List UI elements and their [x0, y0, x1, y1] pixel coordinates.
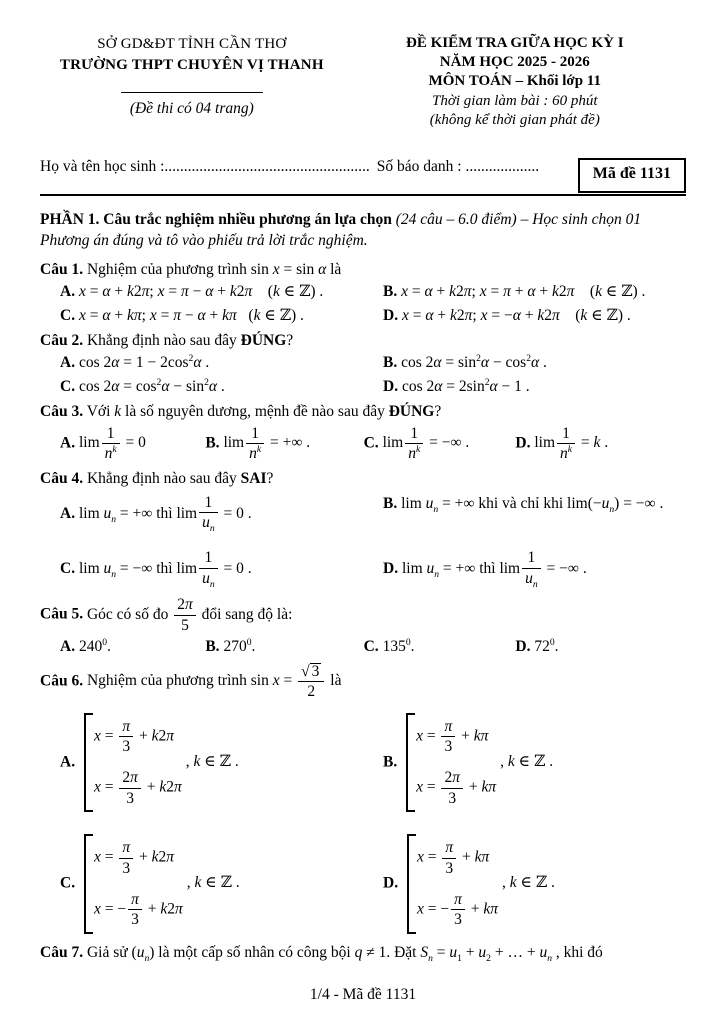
option-label: C.: [363, 638, 379, 656]
question-1: [40, 259, 686, 326]
subject-grade: MÔN TOÁN – Khối lớp 11: [428, 73, 601, 90]
exam-title: ĐỀ KIỂM TRA GIỮA HỌC KỲ I: [406, 35, 624, 51]
question-text: Giả sử $(u_n)$ là một cấp số nhân có công bội q ≠ 1. Đặt $S_n = u_1 + u_2$ + … + $u_n$ , khi đó: [86, 943, 603, 964]
question-stem: [40, 401, 686, 422]
question-3: [40, 401, 686, 463]
exam-header: [40, 34, 686, 130]
option-D: [495, 636, 686, 658]
option-label: C.: [60, 377, 76, 395]
option-text: x = $\frac{\pi}{3}$ + kπ x = $\frac{2\pi}{3}$ + kπ , k ∈ ℤ .: [401, 753, 553, 770]
option-label: A.: [60, 354, 76, 372]
option-text: $135^0$.: [382, 637, 415, 656]
option-B: [363, 352, 686, 374]
option-label: A.: [60, 283, 76, 301]
question-stem: [40, 468, 686, 489]
question-number: Câu 5.: [40, 605, 84, 623]
option-label: C.: [363, 434, 379, 452]
option-text: $\lim u_n$ = +∞ thì lim $\frac{1}{u_n}$ = −∞ .: [401, 549, 587, 590]
options: [40, 493, 686, 591]
question-text: Khẳng định nào sau đây SAI?: [86, 469, 274, 487]
option-D: [363, 548, 686, 591]
option-text: lim $\frac{1}{n^k}$ = +∞ .: [223, 424, 311, 463]
option-label: B.: [205, 638, 220, 656]
option-A: [40, 281, 363, 302]
option-C: [344, 424, 496, 464]
page-count-note: (Đề thi có 04 trang): [129, 100, 254, 118]
option-A: [40, 352, 363, 374]
option-label: B.: [383, 283, 398, 301]
department-name: SỞ GD&ĐT TỈNH CẦN THƠ: [97, 36, 287, 52]
option-label: D.: [515, 434, 531, 452]
option-text: x = α + k2π; x = −α + k2π (k ∈ ℤ) .: [401, 306, 631, 324]
option-text: $\cos 2\alpha = \cos^2\alpha - \sin^2\alpha$ .: [78, 376, 225, 395]
question-text: Khẳng định nào sau đây ĐÚNG?: [86, 331, 294, 349]
option-label: C.: [60, 874, 76, 892]
school-name: TRƯỜNG THPT CHUYÊN VỊ THANH: [59, 56, 324, 73]
option-text: $\lim u_n$ = +∞ thì lim $\frac{1}{u_n}$ = 0 .: [78, 493, 252, 535]
question-6: [40, 662, 686, 936]
question-text: Với k là số nguyên dương, mệnh đề nào sau đây ĐÚNG?: [86, 403, 442, 421]
options: [40, 281, 686, 326]
section-heading-italic: (24 câu – 6.0 điểm) – Học sinh chọn 01 Phương án đúng và tô vào phiếu trả lời trắc nghiệm.: [40, 211, 642, 250]
question-number: Câu 1.: [40, 260, 84, 278]
option-label: B.: [205, 434, 220, 452]
option-text: $\cos 2\alpha = 2\sin^2\alpha - 1$ .: [401, 376, 530, 395]
option-label: B.: [383, 494, 398, 512]
option-A: [40, 636, 185, 658]
option-text: x = $\frac{\pi}{3}$ + k2π x = − $\frac{\pi}{3}$ + k2π , k ∈ ℤ .: [79, 874, 240, 891]
option-D: [495, 424, 686, 464]
student-name-field: Họ và tên học sinh :.....................................................: [40, 157, 370, 175]
option-A: [40, 711, 363, 814]
school-year: NĂM HỌC 2025 - 2026: [439, 54, 590, 71]
option-text: lim $\frac{1}{n^k}$ = 0: [78, 424, 146, 463]
option-label: D.: [515, 638, 531, 656]
option-text: $\lim u_n$ = +∞ khi và chỉ khi $\lim(-u_n)$ = −∞ .: [401, 494, 664, 516]
option-text: $240^0$.: [78, 637, 111, 656]
option-text: x = $\frac{\pi}{3}$ + k2π x = $\frac{2\pi}{3}$ + k2π , k ∈ ℤ .: [79, 753, 239, 770]
option-label: A.: [60, 638, 76, 656]
option-C: [40, 376, 363, 398]
option-C: [40, 832, 363, 935]
option-text: $\cos 2\alpha = \sin^2\alpha - \cos^2\alpha$ .: [401, 353, 547, 372]
section-heading-bold: PHẦN 1. Câu trắc nghiệm nhiều phương án lựa chọn: [40, 211, 396, 229]
duration-subnote: (không kể thời gian phát đề): [429, 111, 600, 128]
option-label: A.: [60, 505, 76, 523]
option-text: lim $\frac{1}{n^k}$ = −∞ .: [382, 424, 470, 463]
option-text: $\cos 2\alpha = 1 - 2\cos^2\alpha$ .: [78, 353, 210, 372]
option-label: D.: [383, 874, 399, 892]
section-divider: [40, 194, 686, 196]
header-divider: [121, 92, 263, 93]
question-number: Câu 4.: [40, 469, 84, 487]
question-text: Nghiệm của phương trình sin x = √ $\frac{3}{2}$ là: [87, 672, 342, 689]
option-text: x = α + k2π; x = π − α + k2π (k ∈ ℤ) .: [78, 283, 324, 301]
duration-note: Thời gian làm bài : 60 phút: [432, 92, 598, 109]
option-B: [185, 424, 343, 464]
question-stem: [40, 259, 686, 280]
option-C: [40, 305, 363, 326]
option-A: [40, 493, 363, 536]
options: [40, 352, 686, 397]
question-number: Câu 6.: [40, 672, 84, 690]
option-label: A.: [60, 434, 76, 452]
questions-area: [40, 255, 686, 966]
option-D: [363, 832, 686, 935]
option-text: x = α + kπ; x = π − α + kπ (k ∈ ℤ) .: [78, 306, 304, 324]
option-text: x = $\frac{\pi}{3}$ + kπ x = − $\frac{\pi}{3}$ + kπ , k ∈ ℤ .: [402, 874, 555, 891]
option-text: $72^0$.: [534, 637, 559, 656]
question-4: [40, 468, 686, 592]
question-5: [40, 595, 686, 657]
option-label: D.: [383, 377, 399, 395]
student-info-row: [40, 151, 686, 186]
option-label: A.: [60, 752, 76, 770]
student-number-field: Số báo danh : ...................: [376, 157, 540, 175]
question-text: Góc có số đo $\frac{2\pi}{5}$ đổi sang độ là:: [86, 596, 293, 634]
option-C: [40, 548, 363, 591]
issuer-block: [40, 34, 344, 130]
page-footer: 1/4 - Mã đề 1131: [309, 985, 417, 1003]
option-label: D.: [383, 306, 399, 324]
question-stem: [40, 662, 686, 702]
option-label: B.: [383, 752, 398, 770]
option-B: [363, 281, 686, 302]
option-C: [344, 636, 496, 658]
option-D: [363, 305, 686, 326]
option-text: x = α + k2π; x = π + α + k2π (k ∈ ℤ) .: [401, 283, 646, 301]
option-text: $\lim u_n$ = −∞ thì lim $\frac{1}{u_n}$ = 0 .: [78, 549, 252, 590]
option-A: [40, 424, 185, 464]
option-label: C.: [60, 306, 76, 324]
option-text: lim $\frac{1}{n^k}$ = k .: [534, 424, 609, 463]
section-heading: [40, 209, 686, 252]
question-stem: [40, 942, 686, 965]
options: [40, 711, 686, 936]
option-text: $270^0$.: [223, 637, 256, 656]
option-label: D.: [383, 560, 399, 578]
option-B: [363, 493, 686, 536]
question-text: Nghiệm của phương trình sin x = sin α là: [86, 260, 342, 278]
option-B: [363, 711, 686, 814]
question-2: [40, 330, 686, 397]
option-label: B.: [383, 354, 398, 372]
question-number: Câu 2.: [40, 331, 84, 349]
exam-code-box: Mã đề 1131: [578, 158, 686, 193]
question-number: Câu 7.: [40, 943, 84, 961]
option-B: [185, 636, 343, 658]
options: [40, 636, 686, 658]
question-7: [40, 942, 686, 965]
question-stem: [40, 595, 686, 635]
question-stem: [40, 330, 686, 351]
options: [40, 424, 686, 464]
option-label: C.: [60, 560, 76, 578]
exam-title-block: [344, 34, 686, 130]
option-D: [363, 376, 686, 398]
question-number: Câu 3.: [40, 403, 84, 421]
